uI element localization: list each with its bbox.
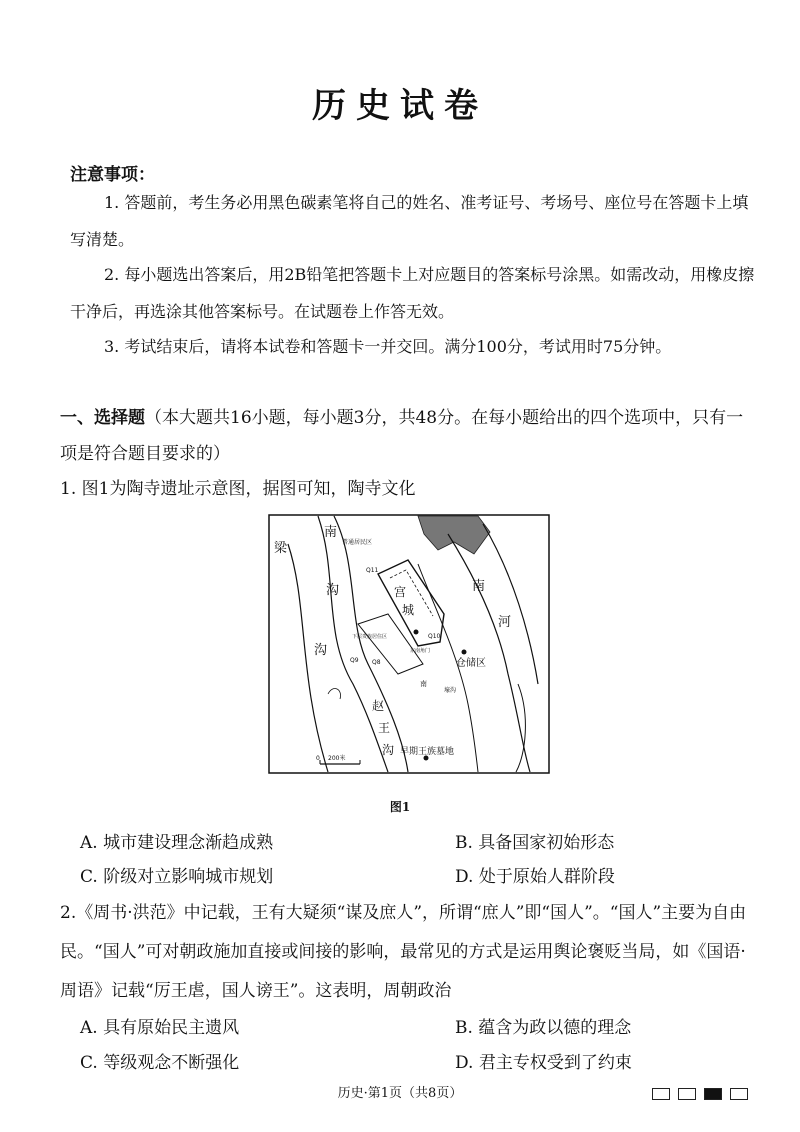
question-1-option-d: D. 处于原始人群阶段 [455,867,615,887]
section-heading: 一、选择题 [60,408,145,428]
map-label-south-gate: 东南角门 [410,648,431,654]
map-label-tomb: 早期王族墓地 [400,747,455,757]
map-label-storage: 仓储区 [456,658,486,669]
exam-title: 历史试卷 [312,86,488,126]
question-1-option-c: C. 阶级对立影响城市规划 [80,867,274,887]
map-label-cheng: 城 [402,603,415,617]
question-2-option-a: A. 具有原始民主遗风 [80,1018,240,1038]
map-label-scale: 200米 [328,755,346,762]
map-label-q8: Q8 [372,659,381,666]
map-label-scale-zero: 0 [316,755,320,762]
question-2-option-d: D. 君主专权受到了约束 [455,1053,632,1073]
map-label-q10: Q10 [428,633,441,640]
map-label-wang: 王 [378,721,391,735]
page-footer: 历史·第1页（共8页） [337,1086,463,1101]
question-1-option-b: B. 具备国家初始形态 [455,833,615,853]
question-1-option-a: A. 城市建设理念渐趋成熟 [80,833,274,853]
map-label-residential: 普通居民区 [342,539,373,546]
page-markers [652,1088,748,1100]
map-label-lower-noble: 下层贵族居住区 [352,634,388,640]
section-header [60,400,760,472]
map-label-moat: 壕沟 [444,687,457,694]
section-description: （本大题共16小题，每小题3分，共48分。在每小题给出的四个选项中，只有一项是符合题目要求的） [60,408,744,464]
map-label-nan-right: 南 [472,579,486,594]
storage-dot [462,650,467,655]
map-label-gou-left2: 沟 [314,643,328,658]
map-label-nan-left: 南 [324,525,338,540]
map-label-q11: Q11 [366,567,379,574]
taosi-site-map [268,514,550,774]
map-label-gou-bottom: 沟 [382,743,395,757]
map-label-liang: 梁 [274,541,288,556]
notice-item-1: 1. 答题前，考生务必用黑色碳素笔将自己的姓名、准考证号、考场号、座位号在答题卡上填写清楚。 [70,193,749,249]
question-1-stem: 1. 图1为陶寺遗址示意图，据图可知，陶寺文化 [60,479,416,499]
page-marker-2 [678,1088,696,1100]
notice-item-2: 2. 每小题选出答案后，用2B铅笔把答题卡上对应题目的答案标号涂黑。如需改动，用橡皮擦干净后，再选涂其他答案标号。在试题卷上作答无效。 [70,265,755,321]
figure-1-caption: 图1 [389,800,411,814]
map-label-gong: 宫 [394,585,407,599]
map-label-q9: Q9 [350,657,359,664]
map-label-nan-small: 南 [420,680,427,688]
notice-item-3: 3. 考试结束后，请将本试卷和答题卡一并交回。满分100分，考试用时75分钟。 [104,337,672,356]
question-2-option-b: B. 蕴含为政以德的理念 [455,1018,632,1038]
notice-heading: 注意事项： [70,165,155,185]
page-marker-1 [652,1088,670,1100]
page-marker-3 [704,1088,722,1100]
map-label-gou-left: 沟 [326,583,340,598]
map-label-he: 河 [498,615,512,630]
page-marker-4 [730,1088,748,1100]
question-2-option-c: C. 等级观念不断强化 [80,1053,240,1073]
palace-core-dot [414,630,419,635]
map-label-zhao: 赵 [372,699,385,713]
question-2-stem: 2.《周书·洪范》中记载，王有大疑须“谋及庶人”，所谓“庶人”即“国人”。“国人”主要为自由民。“国人”可对朝政施加直接或间接的影响，最常见的方式是运用舆论褒贬当局，如《国语·周语》记载“厉王虐，国人谤王”。这表明，周朝政治 [60,903,747,1001]
